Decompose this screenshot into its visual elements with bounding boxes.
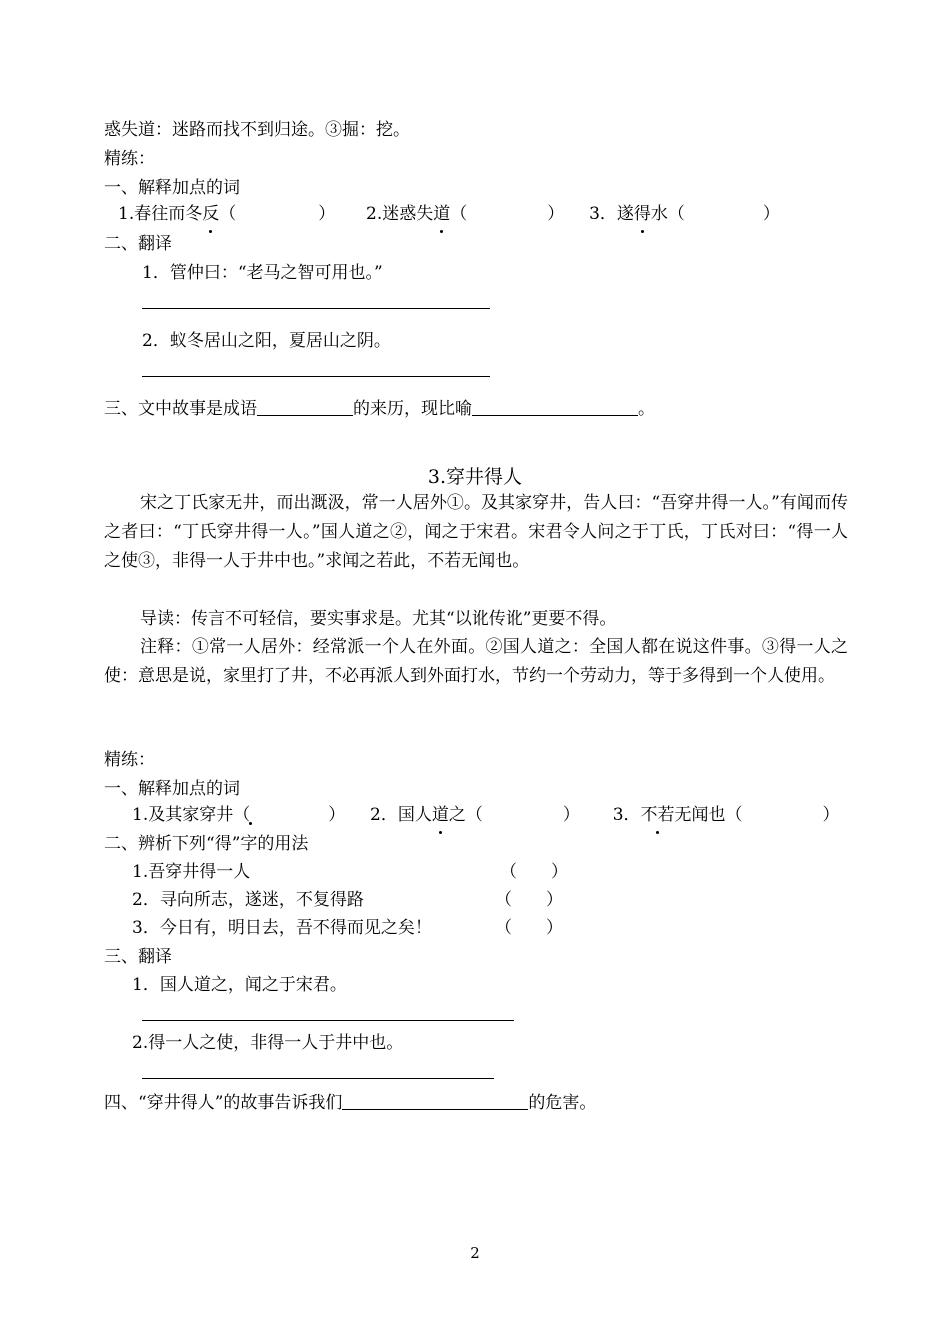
idiom-blank[interactable] <box>257 397 353 416</box>
dotted-word: 反 <box>202 200 219 228</box>
q1-title-1: 一、解释加点的词 <box>104 178 240 198</box>
story-title: 3.穿井得人 <box>427 466 523 488</box>
practice-heading-2: 精练： <box>104 750 155 770</box>
usage-item-3: 3．今日有，明日去，吾不得而见之矣！ <box>132 918 432 938</box>
q1-title-2: 一、解释加点的词 <box>104 779 240 799</box>
answer-line[interactable] <box>142 1078 494 1079</box>
guide-text: 导读：传言不可轻信，要实事求是。尤其“以讹传讹”更要不得。 <box>140 609 617 629</box>
usage-paren-1[interactable]: （ ） <box>500 862 568 882</box>
usage-item-2: 2．寻向所志，遂迷，不复得路 <box>132 890 364 910</box>
q1-items-2: 1.及其家穿井（ ） 2．国人道之（ ） 3．不若无闻也（ ） <box>132 801 840 829</box>
page-number: 2 <box>470 1244 480 1262</box>
q4-lesson: 四、“穿井得人”的故事告诉我们 的危害。 <box>104 1093 597 1113</box>
dotted-word: 道 <box>432 801 449 829</box>
top-note: 惑失道：迷路而找不到归途。③掘：挖。 <box>104 120 410 140</box>
q3-idiom-1: 三、文中故事是成语 的来历，现比喻 。 <box>104 399 655 419</box>
answer-line[interactable] <box>142 1020 514 1021</box>
story-text: 宋之丁氏家无井，而出溉汲，常一人居外①。及其家穿井，告人曰：“吾穿井得一人。”有闻而传之者曰：“丁氏穿井得一人。”国人道之②，闻之于宋君。宋君令人问之于丁氏，丁氏对曰：“得一人之使③，非得一人于井中也。”求闻之若此，不若无闻也。 <box>104 493 848 571</box>
answer-line[interactable] <box>142 376 490 377</box>
answer-line[interactable] <box>142 308 490 309</box>
dotted-word: 道 <box>433 200 450 228</box>
usage-item-1: 1.吾穿井得一人 <box>132 862 251 882</box>
q2-title-1: 二、翻译 <box>104 234 172 254</box>
q2-title-2: 二、辨析下列“得”字的用法 <box>104 834 309 854</box>
translate-item-4: 2.得一人之使，非得一人于井中也。 <box>132 1033 404 1053</box>
translate-item-2: 2．蚁冬居山之阳，夏居山之阴。 <box>142 331 391 351</box>
usage-paren-3[interactable]: （ ） <box>495 918 563 938</box>
dotted-word: 得 <box>634 200 651 228</box>
translate-item-3: 1．国人道之，闻之于宋君。 <box>132 975 347 995</box>
dotted-word: 不若 <box>641 801 675 829</box>
lesson-blank[interactable] <box>342 1091 528 1110</box>
notes-text: 注释：①常一人居外：经常派一个人在外面。②国人道之：全国人都在说这件事。③得一人之使：意思是说，家里打了井，不必再派人到外面打水，节约一个劳动力，等于多得到一个人使用。 <box>104 637 848 686</box>
usage-paren-2[interactable]: （ ） <box>495 890 563 910</box>
q3-title-2: 三、翻译 <box>104 947 172 967</box>
meaning-blank[interactable] <box>472 397 638 416</box>
q1-items-1: 1.春往而冬反（ ） 2.迷惑失道（ ） 3．遂得水（ ） <box>118 200 780 228</box>
translate-item-1: 1．管仲曰：“老马之智可用也。” <box>142 263 383 283</box>
practice-heading-1: 精练： <box>104 149 155 169</box>
